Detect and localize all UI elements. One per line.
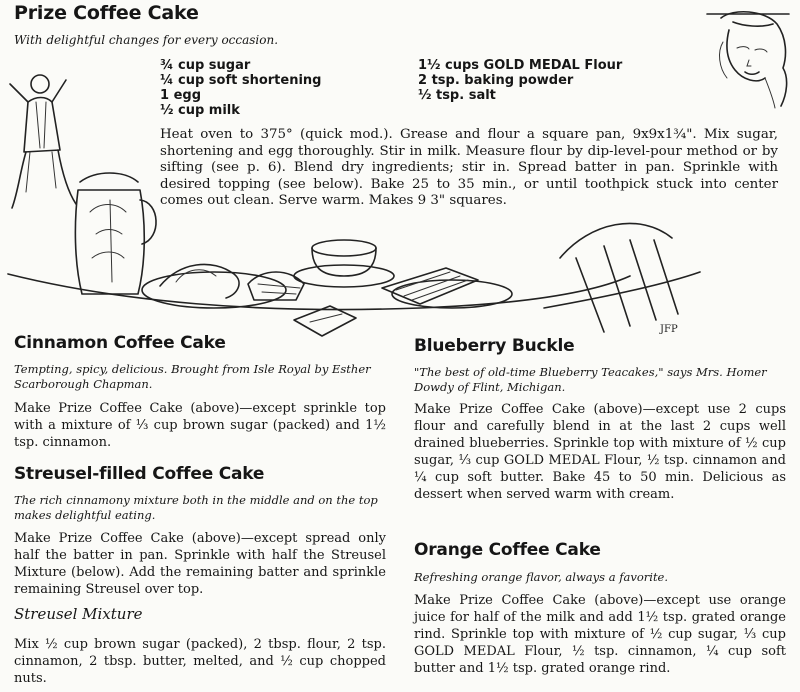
coffee-cake-plates-icon [382, 268, 512, 308]
recipe-tagline-prize: With delightful changes for every occasion. [14, 33, 279, 47]
recipe-body-blueberry: Make Prize Coffee Cake (above)—except use 2 cups flour and carefully blend in at the last 2 cups well drained blueberries. Sprinkle top with mixture of ½ cup sugar, ⅓ cup GOLD MEDAL Flour, ½ tsp. cinnamon and ¼ cup soft butter. Bake 45 to 50 min. Delicious as dessert when served warm with cream. [414, 402, 786, 502]
recipe-method-prize: Heat oven to 375° (quick mod.). Grease and flour a square pan, 9x9x1¾". Mix sugar, shortening and egg thoroughly. Stir in milk. Measure flour by dip-level-pour method or by sifting (see p. 6). Blend dry ingredients; stir in. Spread batter in pan. Sprinkle with desired topping (see below). Bake 25 to 35 min., or until toothpick stuck into center comes out clean. Serve warm. Makes 9 3" squares. [160, 127, 778, 209]
cup-and-saucer-icon [294, 240, 394, 287]
ingredient-item: 1½ cups GOLD MEDAL Flour [418, 58, 623, 73]
ingredient-item: ¾ cup sugar [160, 58, 251, 73]
recipe-title-blueberry: Blueberry Buckle [414, 336, 575, 356]
recipe-title-orange: Orange Coffee Cake [414, 540, 601, 560]
ingredient-item: ½ cup milk [160, 103, 240, 118]
waving-man-in-robe-icon [10, 75, 76, 208]
recipe-body-streusel: Make Prize Coffee Cake (above)—except spread only half the batter in pan. Sprinkle with half the Streusel Mixture (below). Add the remaining batter and sprinkle remaining Streusel over top. [14, 531, 386, 597]
recipe-title-streusel-mixture: Streusel Mixture [14, 605, 143, 623]
recipe-body-streusel-mixture: Mix ½ cup brown sugar (packed), 2 tbsp. flour, 2 tsp. cinnamon, 2 tbsp. butter, melted, and ½ cup chopped nuts. [14, 637, 386, 686]
recipe-tagline-streusel: The rich cinnamony mixture both in the middle and on the top makes delightful eating. [14, 493, 378, 522]
ingredient-item: 2 tsp. baking powder [418, 73, 574, 88]
breakfast-scene-illustration [0, 62, 800, 340]
table-and-plates-icon [8, 264, 630, 309]
recipe-title-prize: Prize Coffee Cake [14, 2, 199, 24]
ingredient-item: ½ tsp. salt [418, 88, 496, 103]
ingredient-item: ¼ cup soft shortening [160, 73, 322, 88]
chair-back-icon [544, 223, 700, 332]
recipe-tagline-orange: Refreshing orange flavor, always a favorite. [414, 570, 669, 584]
ingredient-item: 1 egg [160, 88, 201, 103]
recipe-body-orange: Make Prize Coffee Cake (above)—except use orange juice for half of the milk and add 1½ tsp. grated orange rind. Sprinkle top with mixture of ½ cup sugar, ⅓ cup GOLD MEDAL Flour, ½ tsp. cinnamon, ¼ cup soft butter and 1½ tsp. grated orange rind. [414, 593, 786, 676]
recipe-body-cinnamon: Make Prize Coffee Cake (above)—except sprinkle top with a mixture of ⅓ cup brown sugar (packed) and 1½ tsp. cinnamon. [14, 401, 386, 450]
napkin-icon [294, 306, 356, 336]
illustrator-signature: JFP [660, 324, 678, 335]
coffee-pot-icon [75, 173, 156, 294]
recipe-tagline-blueberry: "The best of old-time Blueberry Teacakes," says Mrs. Homer Dowdy of Flint, Michigan. [414, 365, 767, 394]
recipe-title-streusel: Streusel-filled Coffee Cake [14, 464, 265, 484]
recipe-title-cinnamon: Cinnamon Coffee Cake [14, 333, 226, 353]
recipe-tagline-cinnamon: Tempting, spicy, delicious. Brought from Isle Royal by Esther Scarborough Chapman. [14, 362, 371, 391]
